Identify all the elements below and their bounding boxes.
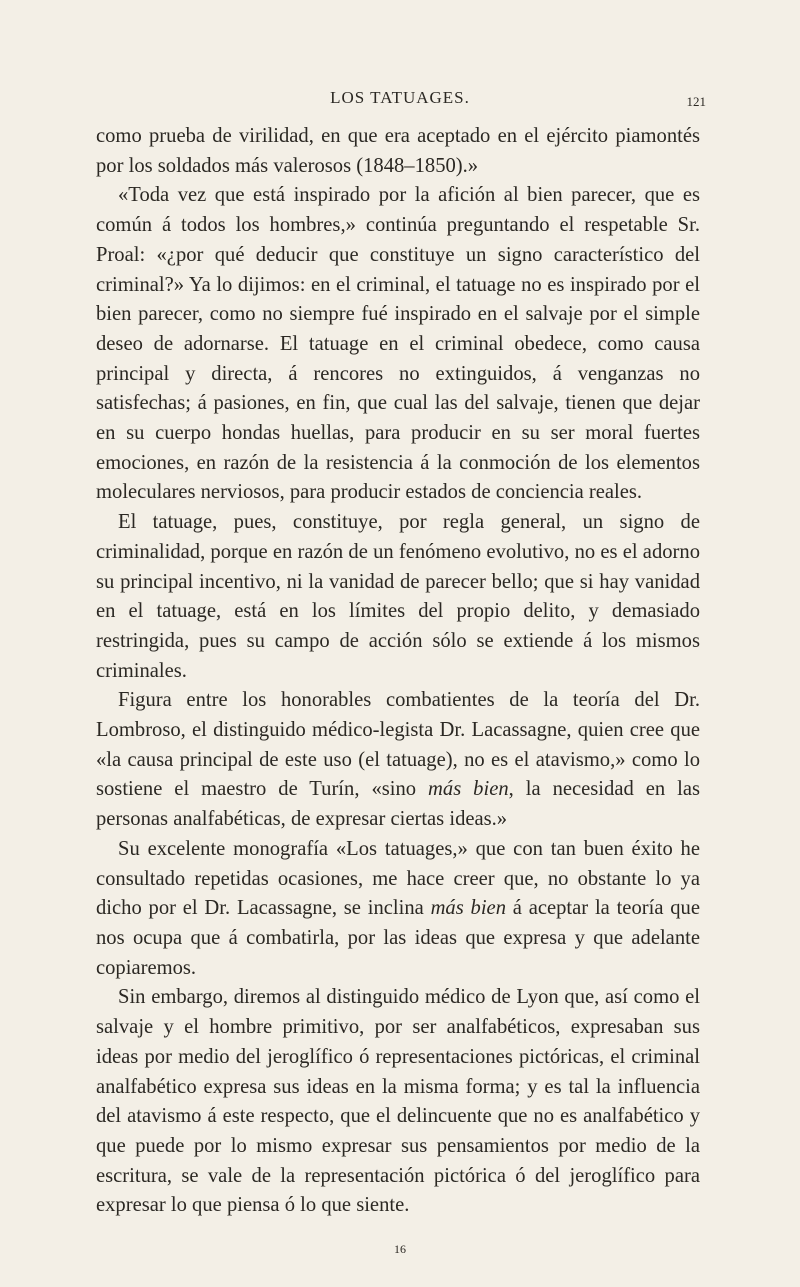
- text-run: Figura entre los honorables combatientes de la teoría del Dr. Lombroso, el distinguido médico-legista Dr. Lacassagne, quien cree que «la causa principal de este uso (el tatuage), no es el atavismo,» como lo sostiene el maestro de Turín, «sino: [96, 689, 700, 801]
- paragraph: [96, 181, 700, 508]
- paragraph: [96, 508, 700, 686]
- text-run: como prueba de virilidad, en que era aceptado en el ejército piamontés por los soldados más valerosos (1848–1850).»: [96, 125, 700, 177]
- text-run: , la necesidad en las personas analfabéticas, de expresar ciertas ideas.»: [96, 778, 700, 831]
- italic-text-run: más bien: [430, 897, 506, 920]
- page-number: 121: [686, 94, 706, 109]
- italic-text-run: más bien: [428, 778, 509, 801]
- paragraph: [96, 686, 700, 835]
- text-run: Sin embargo, diremos al distinguido médico de Lyon que, así como el salvaje y el hombre primitivo, por ser analfabéticos, expresaban sus ideas por medio del jeroglífico ó representaciones pictóricas, el criminal analfabético expresa sus ideas en la misma forma; y es tal la influencia del atavismo á este respecto, que el delincuente que no es analfabético y que puede por lo mismo expresar sus pensamientos por medio de la escritura, se vale de la representación pictórica ó del jeroglífico para expresar lo que piensa ó lo que siente.: [96, 986, 700, 1217]
- paragraph: [96, 122, 700, 181]
- text-run: á aceptar la teoría que nos ocupa que á combatirla, por las ideas que expresa y que adelante copiaremos.: [96, 897, 700, 979]
- paragraph: [96, 835, 700, 984]
- text-run: «Toda vez que está inspirado por la afición al bien parecer, que es común á todos los hombres,» continúa preguntando el respetable Sr. Proal: «¿por qué deducir que constituye un signo característico del criminal?» Ya lo dijimos: en el criminal, el tatuage no es inspirado por el bien parecer, como no siempre fué inspirado en el salvaje por el simple deseo de adornarse. El tatuage en el criminal obedece, como causa principal y directa, á rencores no extinguidos, á venganzas no satisfechas; á pasiones, en fin, que cual las del salvaje, tienen que dejar en su cuerpo hondas huellas, para producir en su ser moral fuertes emociones, en razón de la resistencia á la conmoción de los elementos moleculares nerviosos, para producir estados de conciencia reales.: [96, 184, 700, 504]
- text-run: El tatuage, pues, constituye, por regla general, un signo de criminalidad, porque en razón de un fenómeno evolutivo, no es el adorno su principal incentivo, ni la vanidad de parecer bello; que si hay vanidad en el tatuage, está en los límites del propio delito, y demasiado restringida, pues su campo de acción sólo se extiende á los mismos criminales.: [96, 511, 700, 682]
- text-run: Su excelente monografía «Los tatuages,» que con tan buen éxito he consultado repetidas ocasiones, me hace creer que, no obstante lo ya dicho por el Dr. Lacassagne, se inclina: [96, 837, 700, 920]
- paragraph: [96, 983, 700, 1221]
- signature-mark: 16: [394, 1242, 406, 1256]
- body-text: [96, 122, 700, 1221]
- running-title: LOS TATUAGES.: [330, 88, 470, 107]
